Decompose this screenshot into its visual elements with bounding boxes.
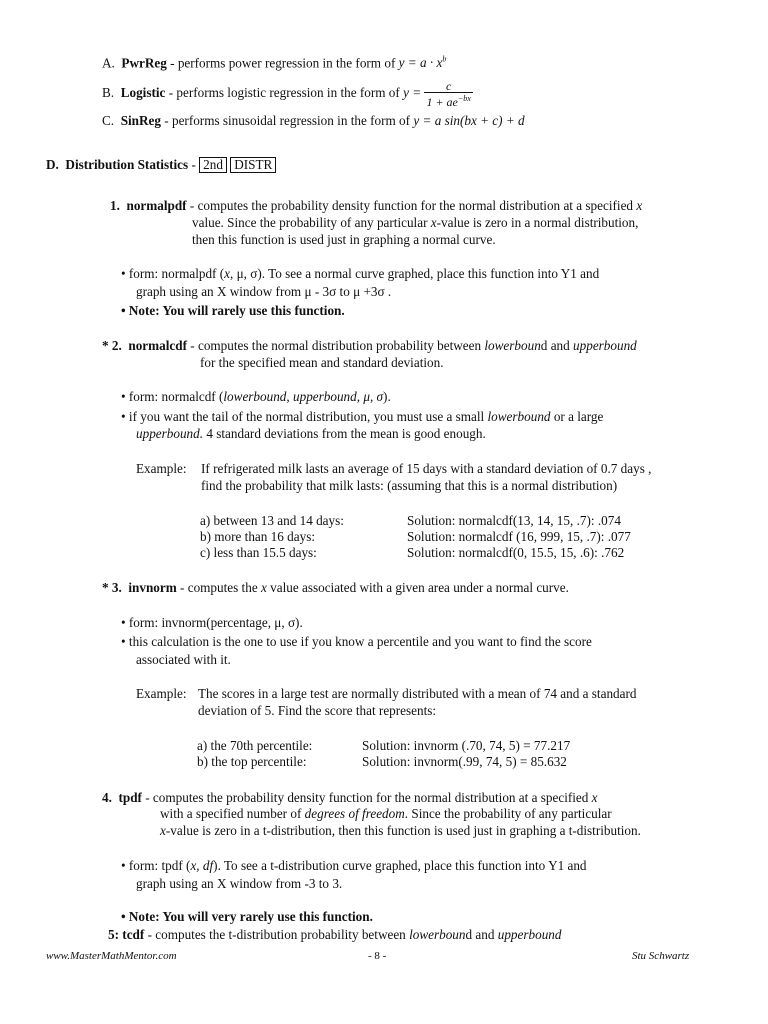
- pwrreg-desc: - performs power regression in the form of: [166, 55, 399, 71]
- normalcdf-tail1: • if you want the tail of the normal distribution, you must use a small lowerbound or a large: [121, 409, 604, 424]
- logistic-lhs: y =: [403, 85, 422, 101]
- normalcdf-line2: for the specified mean and standard deviation.: [200, 355, 444, 370]
- invnorm-example-label: Example:: [136, 686, 187, 701]
- item-marker: C.: [102, 113, 115, 128]
- normalcdf-line1: * 2. normalcdf - computes the normal distribution probability between lowerbound and upperbound: [102, 338, 637, 353]
- logistic-fraction: $\frac{c}{1 + ae^{-bx}}$: [426, 79, 471, 109]
- list-item: Solution: invnorm (.70, 74, 5) = 77.217: [362, 738, 571, 753]
- tcdf-name: tcdf: [122, 927, 145, 942]
- normalpdf-form: • form: normalpdf (x, μ, σ). To see a normal curve graphed, place this function into Y1 and: [121, 266, 600, 281]
- normalcdf-example-line1: If refrigerated milk lasts an average of 15 days with a standard deviation of 0.7 days ,: [201, 461, 652, 476]
- normalpdf-line2: value. Since the probability of any particular x-value is zero in a normal distribution,: [192, 215, 639, 230]
- normalcdf-tail2: upperbound. 4 standard deviations from the mean is good enough.: [136, 426, 486, 441]
- list-item: b) the top percentile:: [197, 754, 307, 769]
- sinreg-formula: y = a sin(bx + c) + d: [413, 113, 525, 128]
- item-marker: A.: [102, 55, 115, 71]
- normalcdf-form: • form: normalcdf (lowerbound, upperbound, μ, σ).: [121, 389, 391, 404]
- list-item: b) more than 16 days:: [200, 529, 315, 544]
- list-item: Solution: invnorm(.99, 74, 5) = 85.632: [362, 754, 567, 769]
- normalpdf-note: • Note: You will rarely use this function.: [121, 303, 345, 318]
- sinreg-name: SinReg: [120, 113, 161, 128]
- tpdf-line2: with a specified number of degrees of freedom. Since the probability of any particular: [160, 806, 612, 821]
- invnorm-line1: * 3. invnorm - computes the x value associated with a given area under a normal curve.: [102, 580, 569, 595]
- pwrreg-formula: $y = a \cdot x^b$: [398, 55, 447, 71]
- footer-website[interactable]: www.MasterMathMentor.com: [46, 950, 177, 962]
- pwrreg-name: PwrReg: [121, 55, 167, 71]
- page-number: - 8 -: [368, 950, 387, 962]
- tpdf-window: graph using an X window from -3 to 3.: [136, 876, 343, 891]
- tpdf-name: tpdf: [118, 790, 142, 805]
- tcdf-line1: 5: tcdf - computes the t-distribution probability between lowerbound and upperbound: [108, 927, 562, 942]
- pwrreg-line: [102, 52, 446, 71]
- normalpdf-window: graph using an X window from μ - 3σ to μ +3σ .: [136, 284, 392, 299]
- list-item: a) between 13 and 14 days:: [200, 513, 344, 528]
- normalcdf-example-label: Example:: [136, 461, 187, 476]
- normalcdf-example-line2: find the probability that milk lasts: (assuming that this is a normal distribution): [201, 478, 618, 493]
- invnorm-example-line1: The scores in a large test are normally distributed with a mean of 74 and a standard: [198, 686, 637, 701]
- tpdf-line3: x-value is zero in a t-distribution, then this function is used just in graphing a t-distribution.: [160, 823, 641, 838]
- sinreg-desc: - performs sinusoidal regression in the form of: [161, 113, 414, 128]
- list-item: a) the 70th percentile:: [197, 738, 313, 753]
- section-marker: D.: [46, 157, 59, 172]
- section-d-heading: D. Distribution Statistics - 2nd DISTR: [46, 157, 276, 173]
- invnorm-tip2: associated with it.: [136, 652, 231, 667]
- logistic-line: [102, 80, 473, 108]
- list-item: c) less than 15.5 days:: [200, 545, 317, 560]
- tpdf-form: • form: tpdf (x, df). To see a t-distribution curve graphed, place this function into Y1 and: [121, 858, 587, 873]
- normalcdf-name: normalcdf: [128, 338, 187, 353]
- item-marker: B.: [102, 85, 115, 101]
- key-2nd: 2nd: [199, 157, 227, 173]
- normalpdf-name: normalpdf: [126, 198, 187, 213]
- footer-author: Stu Schwartz: [632, 950, 690, 962]
- invnorm-form: • form: invnorm(percentage, μ, σ).: [121, 615, 303, 630]
- list-item: Solution: normalcdf(0, 15.5, 15, .6): .762: [407, 545, 625, 560]
- key-distr: DISTR: [230, 157, 276, 173]
- invnorm-tip1: • this calculation is the one to use if you know a percentile and you want to find the score: [121, 634, 592, 649]
- list-item: Solution: normalcdf (16, 999, 15, .7): .077: [407, 529, 631, 544]
- section-title: Distribution Statistics: [65, 157, 189, 172]
- sinreg-line: [102, 113, 525, 129]
- list-item: Solution: normalcdf(13, 14, 15, .7): .074: [407, 513, 621, 528]
- tpdf-line1: 4. tpdf - computes the probability density function for the normal distribution at a specified x: [102, 790, 598, 805]
- invnorm-name: invnorm: [128, 580, 177, 595]
- normalpdf-line1: 1. normalpdf - computes the probability density function for the normal distribution at a specified x: [110, 198, 643, 213]
- logistic-name: Logistic: [120, 85, 166, 101]
- normalpdf-line3: then this function is used just in graphing a normal curve.: [192, 232, 496, 247]
- logistic-desc: - performs logistic regression in the form of: [165, 85, 404, 101]
- invnorm-example-line2: deviation of 5. Find the score that represents:: [198, 703, 437, 718]
- tpdf-note: • Note: You will very rarely use this function.: [121, 909, 373, 924]
